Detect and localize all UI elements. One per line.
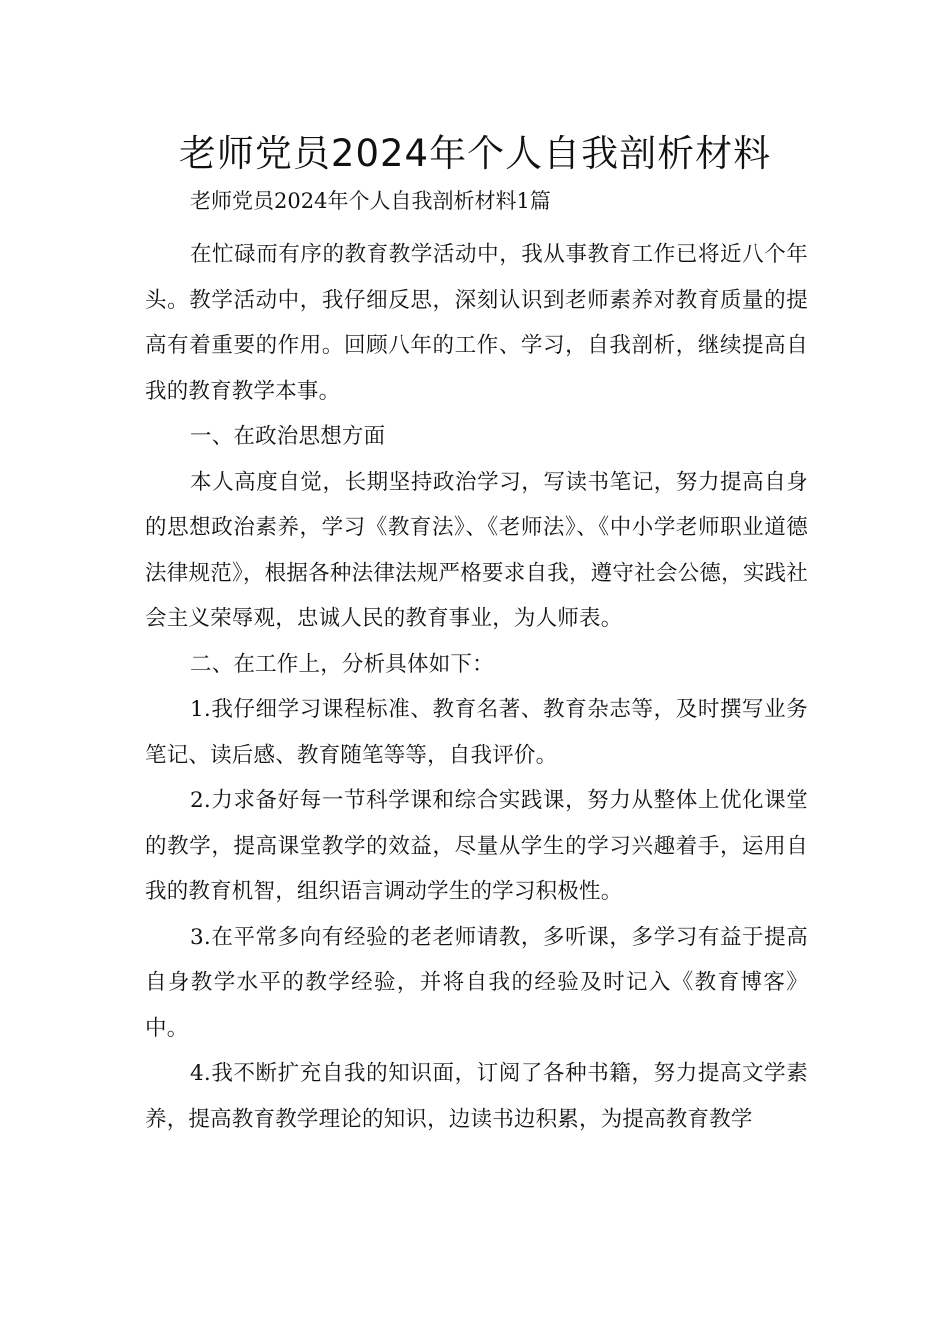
document-subtitle: 老师党员2024年个人自我剖析材料1篇 <box>190 189 551 213</box>
document-body <box>145 232 808 1142</box>
paragraph-item-4: 4.我不断扩充自我的知识面，订阅了各种书籍，努力提高文学素养，提高教育教学理论的知识，边读书边积累，为提高教育教学 <box>145 1061 808 1132</box>
paragraph-item-3: 3.在平常多向有经验的老老师请教，多听课，多学习有益于提高自身教学水平的教学经验，并将自我的经验及时记入《教育博客》中。 <box>145 924 808 1041</box>
document-title: 老师党员2024年个人自我剖析材料 <box>178 132 772 175</box>
paragraph-item-1: 1.我仔细学习课程标准、教育名著、教育杂志等，及时撰写业务笔记、读后感、教育随笔等等，自我评价。 <box>145 697 808 768</box>
paragraph-item-2: 2.力求备好每一节科学课和综合实践课，努力从整体上优化课堂的教学，提高课堂教学的效益，尽量从学生的学习兴趣着手，运用自我的教育机智，组织语言调动学生的学习积极性。 <box>145 788 808 904</box>
section-heading-work: 二、在工作上，分析具体如下： <box>190 651 494 677</box>
section-heading-political: 一、在政治思想方面 <box>190 424 386 449</box>
paragraph-intro: 在忙碌而有序的教育教学活动中，我从事教育工作已将近八个年头。教学活动中，我仔细反思，深刻认识到老师素养对教育质量的提高有着重要的作用。回顾八年的工作、学习，自我剖析，继续提高自我的教育教学本事。 <box>145 242 808 404</box>
paragraph-political: 本人高度自觉，长期坚持政治学习，写读书笔记，努力提高自身的思想政治素养，学习《教育法》、《老师法》、《中小学老师职业道德法律规范》，根据各种法律法规严格要求自我，遵守社会公德，实践社会主义荣辱观，忠诚人民的教育事业，为人师表。 <box>145 469 808 631</box>
